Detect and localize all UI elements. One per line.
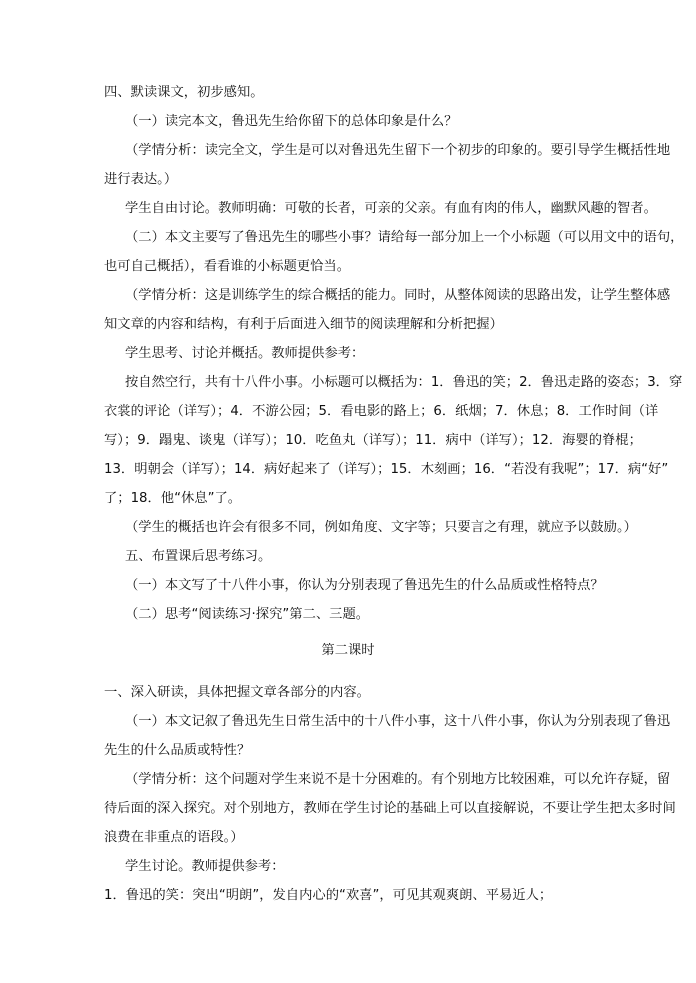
text-line: 浪费在非重点的语段。） <box>104 830 244 845</box>
text-line: （一）本文写了十八件小事，你认为分别表现了鲁迅先生的什么品质或性格特点？ <box>125 578 604 593</box>
text-line: 五、布置课后思考练习。 <box>125 549 272 564</box>
section-heading: 第二课时 <box>321 643 375 658</box>
text-line: （学情分析：读完全文，学生是可以对鲁迅先生留下一个初步的印象的。要引导学生概括性地 <box>125 143 671 158</box>
text-line: （学情分析：这是训练学生的综合概括的能力。同时，从整体阅读的思路出发，让学生整体感 <box>125 288 671 303</box>
text-line: 了；18．他“休息”了。 <box>104 491 242 506</box>
text-line: 也可自己概括），看看谁的小标题更恰当。 <box>104 259 350 274</box>
text-line: 学生讨论。教师提供参考： <box>125 859 285 874</box>
text-line: 按自然空行，共有十八件小事。小标题可以概括为：1．鲁迅的笑；2．鲁迅走路的姿态；3．穿 <box>125 375 683 390</box>
text-line: 写）；9．蹋鬼、谈鬼（详写）；10．吃鱼丸（详写）；11．病中（详写）；12．海婴的脊棍； <box>104 433 642 448</box>
text-line: 1．鲁迅的笑：突出“明朗”，发自内心的“欢喜”，可见其观爽朗、平易近人； <box>104 888 553 903</box>
text-line: 13．明朝会（详写）；14．病好起来了（详写）；15．木刻画；16．“若没有我呢”；17．病“好” <box>104 462 669 477</box>
text-line: （一）本文记叙了鲁迅先生日常生活中的十八件小事，这十八件小事，你认为分别表现了鲁迅 <box>125 714 671 729</box>
text-line: 先生的什么品质或特性？ <box>104 743 251 758</box>
text-line: 学生自由讨论。教师明确：可敬的长者，可亲的父亲。有血有肉的伟人，幽默风趣的智者。 <box>125 201 657 216</box>
text-line: （学生的概括也许会有很多不同，例如角度、文字等；只要言之有理，就应予以鼓励。） <box>125 520 637 535</box>
text-line: （二）本文主要写了鲁迅先生的哪些小事？请给每一部分加上一个小标题（可以用文中的语句， <box>125 230 684 245</box>
text-line: （二）思考“阅读练习·探究”第二、三题。 <box>125 607 370 622</box>
text-line: （一）读完本文，鲁迅先生给你留下的总体印象是什么？ <box>125 114 458 129</box>
text-line: 待后面的深入探究。对个别地方，教师在学生讨论的基础上可以直接解说，不要让学生把太多时间 <box>104 801 676 816</box>
text-line: 进行表达。） <box>104 172 178 187</box>
text-line: 知文章的内容和结构，有利于后面进入细节的阅读理解和分析把握） <box>104 317 503 332</box>
text-line: （学情分析：这个问题对学生来说不是十分困难的。有个别地方比较困难，可以允许存疑，留 <box>125 772 671 787</box>
text-line: 学生思考、讨论并概括。教师提供参考： <box>125 346 365 361</box>
text-line: 一、深入研读，具体把握文章各部分的内容。 <box>104 685 370 700</box>
text-line: 衣裳的评论（详写）；4．不游公园；5．看电影的路上；6．纸烟；7．休息；8．工作时间（详 <box>104 404 659 419</box>
text-line: 四、默读课文，初步感知。 <box>104 85 264 100</box>
